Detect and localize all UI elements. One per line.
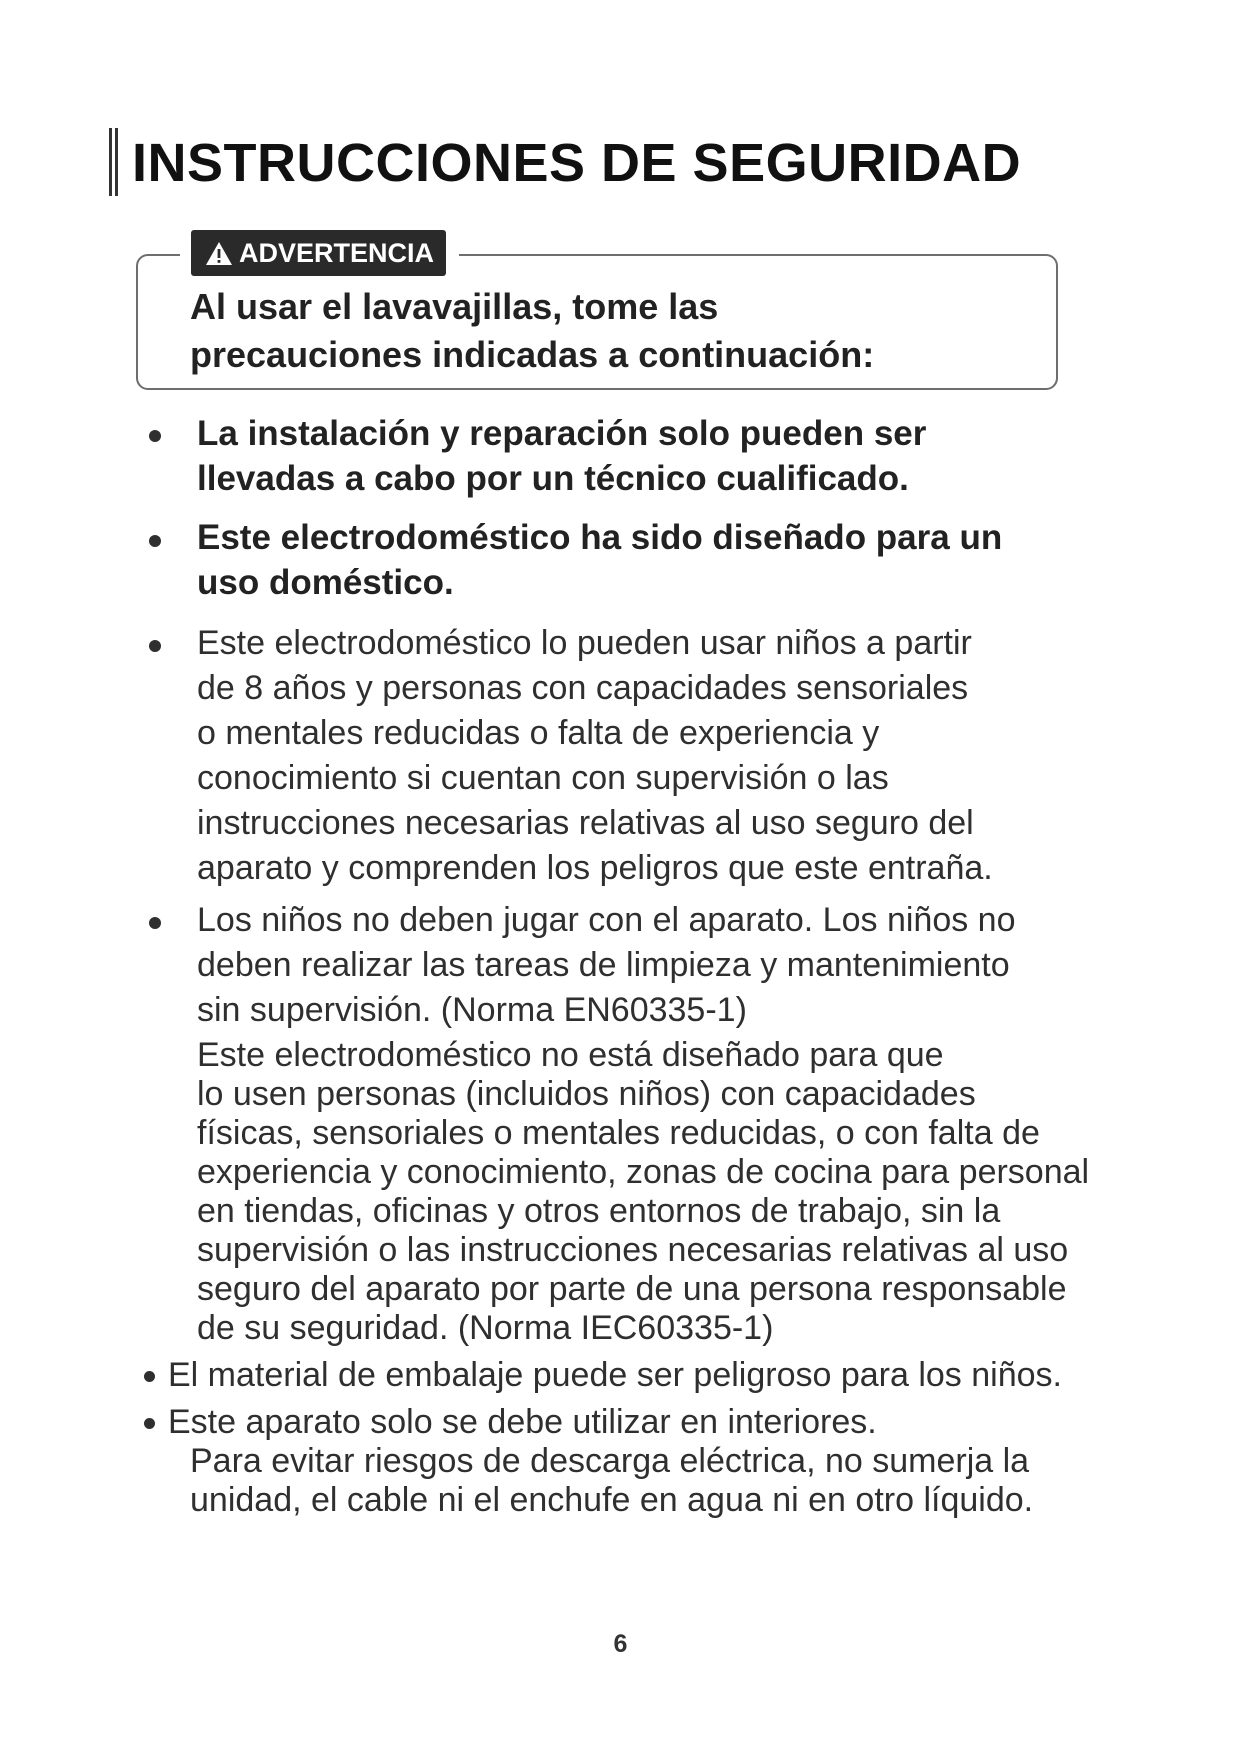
list-item-line: Para evitar riesgos de descarga eléctrica, no sumerja la bbox=[190, 1442, 1030, 1480]
page-number: 6 bbox=[613, 1630, 628, 1658]
list-item-line: conocimiento si cuentan con supervisión o las bbox=[197, 759, 889, 797]
list-item-line: de 8 años y personas con capacidades sensoriales bbox=[197, 669, 969, 707]
list-item-line: La instalación y reparación solo pueden ser bbox=[197, 414, 927, 453]
warning-badge-label: ADVERTENCIA bbox=[239, 237, 435, 268]
warning-text bbox=[190, 283, 874, 379]
list-item-line: lo usen personas (incluidos niños) con capacidades bbox=[197, 1075, 976, 1113]
list-item-line: supervisión o las instrucciones necesarias relativas al uso bbox=[197, 1231, 1069, 1269]
warning-text-line: precauciones indicadas a continuación: bbox=[190, 334, 875, 375]
list-item-line: Los niños no deben jugar con el aparato. Los niños no bbox=[197, 901, 1016, 939]
bullet-icon bbox=[149, 535, 161, 547]
warning-text-line: Al usar el lavavajillas, tome las bbox=[190, 286, 719, 327]
list-item-line: en tiendas, oficinas y otros entornos de trabajo, sin la bbox=[197, 1192, 1001, 1230]
list-item-line: de su seguridad. (Norma IEC60335-1) bbox=[197, 1309, 774, 1347]
list-item-line: unidad, el cable ni el enchufe en agua ni en otro líquido. bbox=[190, 1481, 1034, 1519]
list-item-line: Este electrodoméstico lo pueden usar niños a partir bbox=[197, 624, 972, 662]
list-item-line: deben realizar las tareas de limpieza y mantenimiento bbox=[197, 946, 1010, 984]
list-item-line: llevadas a cabo por un técnico cualificado. bbox=[197, 459, 909, 498]
list-item-line: instrucciones necesarias relativas al uso seguro del bbox=[197, 804, 974, 842]
list-item-line: aparato y comprenden los peligros que este entraña. bbox=[197, 849, 993, 887]
list-item-line: Este electrodoméstico ha sido diseñado para un bbox=[197, 518, 1003, 557]
list-item-line: El material de embalaje puede ser peligroso para los niños. bbox=[168, 1356, 1062, 1394]
list-item-line: Este aparato solo se debe utilizar en interiores. bbox=[168, 1403, 877, 1441]
page-title: INSTRUCCIONES DE SEGURIDAD bbox=[132, 133, 1022, 193]
warning-triangle-icon bbox=[205, 241, 233, 266]
title-accent-bar bbox=[109, 128, 118, 196]
list-item-line: sin supervisión. (Norma EN60335-1) bbox=[197, 991, 747, 1029]
warning-badge bbox=[180, 230, 459, 276]
list-item-line: seguro del aparato por parte de una persona responsable bbox=[197, 1270, 1067, 1308]
bullet-icon bbox=[149, 640, 161, 652]
list-item-line: o mentales reducidas o falta de experiencia y bbox=[197, 714, 880, 752]
list-item-line: uso doméstico. bbox=[197, 563, 454, 602]
list-item-line: experiencia y conocimiento, zonas de cocina para personal bbox=[197, 1153, 1090, 1191]
bullet-icon bbox=[149, 430, 161, 442]
bullet-icon bbox=[144, 1418, 155, 1429]
list-item-line: físicas, sensoriales o mentales reducidas, o con falta de bbox=[197, 1114, 1040, 1152]
bullet-icon bbox=[149, 917, 161, 929]
list-item-line: Este electrodoméstico no está diseñado para que bbox=[197, 1036, 944, 1074]
bullet-icon bbox=[144, 1371, 155, 1382]
